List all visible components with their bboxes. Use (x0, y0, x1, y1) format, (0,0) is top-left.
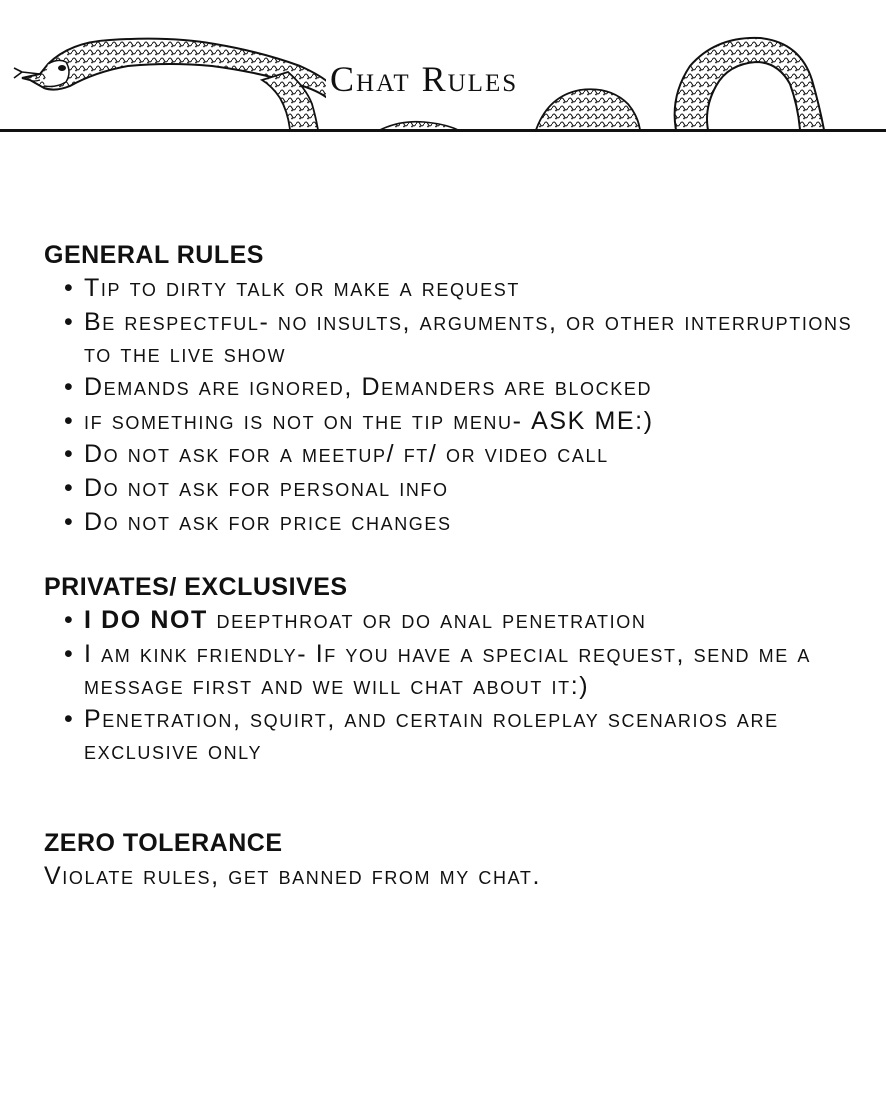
rule-text-suffix: :) (635, 406, 654, 435)
header-divider (0, 129, 886, 132)
rule-text: Penetration, squirt, and certain roleplay scenarios are exclusive only (84, 705, 779, 766)
zero-tolerance-statement: Violate rules, get banned from my chat. (44, 862, 542, 890)
zero-tolerance-section (44, 828, 864, 892)
rule-text: Do not ask for a meetup/ ft/ or video call (84, 440, 609, 469)
rule-item (64, 438, 864, 470)
bullet-icon: • (64, 307, 75, 336)
bullet-icon: • (64, 274, 75, 302)
general-rules-heading: GENERAL RULES (44, 241, 264, 269)
privates-exclusives-section (44, 572, 864, 769)
rule-text: Demands are ignored, Demanders are blocked (84, 373, 653, 402)
rule-item (64, 472, 864, 504)
rule-text: Tip to dirty talk or make a request (84, 274, 520, 302)
rule-text: deepthroat or do anal penetration (207, 606, 647, 634)
bullet-icon: • (64, 639, 75, 668)
privates-exclusives-heading: PRIVATES/ EXCLUSIVES (44, 573, 348, 601)
rule-item (64, 272, 864, 304)
rule-item (64, 638, 864, 702)
privates-rules-list (44, 604, 864, 767)
general-rules-list (44, 272, 864, 538)
rule-item (64, 703, 864, 767)
bullet-icon: • (64, 606, 75, 634)
rule-item (64, 371, 864, 403)
bullet-icon: • (64, 705, 75, 734)
zero-tolerance-heading: ZERO TOLERANCE (44, 829, 283, 857)
rule-text-emphasis: I DO NOT (84, 606, 208, 634)
rule-item (64, 405, 864, 437)
bullet-icon: • (64, 507, 75, 536)
rule-text: I am kink friendly- If you have a special request, send me a message first and we will chat about it:) (84, 639, 811, 700)
page-title: Chat Rules (326, 56, 522, 102)
bullet-icon: • (64, 373, 75, 402)
rule-text: Do not ask for price changes (84, 507, 452, 536)
rule-text: Do not ask for personal info (84, 473, 449, 502)
rule-item (64, 604, 864, 636)
rule-text-prefix: if something is not on the tip menu- (84, 406, 532, 435)
page-header (0, 0, 886, 134)
general-rules-section (44, 240, 864, 539)
rule-item (64, 506, 864, 538)
rule-text-ask-me: ASK ME (531, 406, 636, 435)
bullet-icon: • (64, 473, 75, 502)
rule-item (64, 306, 864, 370)
rule-text: Be respectful- no insults, arguments, or other interruptions to the live show (84, 307, 853, 368)
bullet-icon: • (64, 406, 75, 435)
bullet-icon: • (64, 440, 75, 469)
snake-coil (675, 38, 824, 130)
